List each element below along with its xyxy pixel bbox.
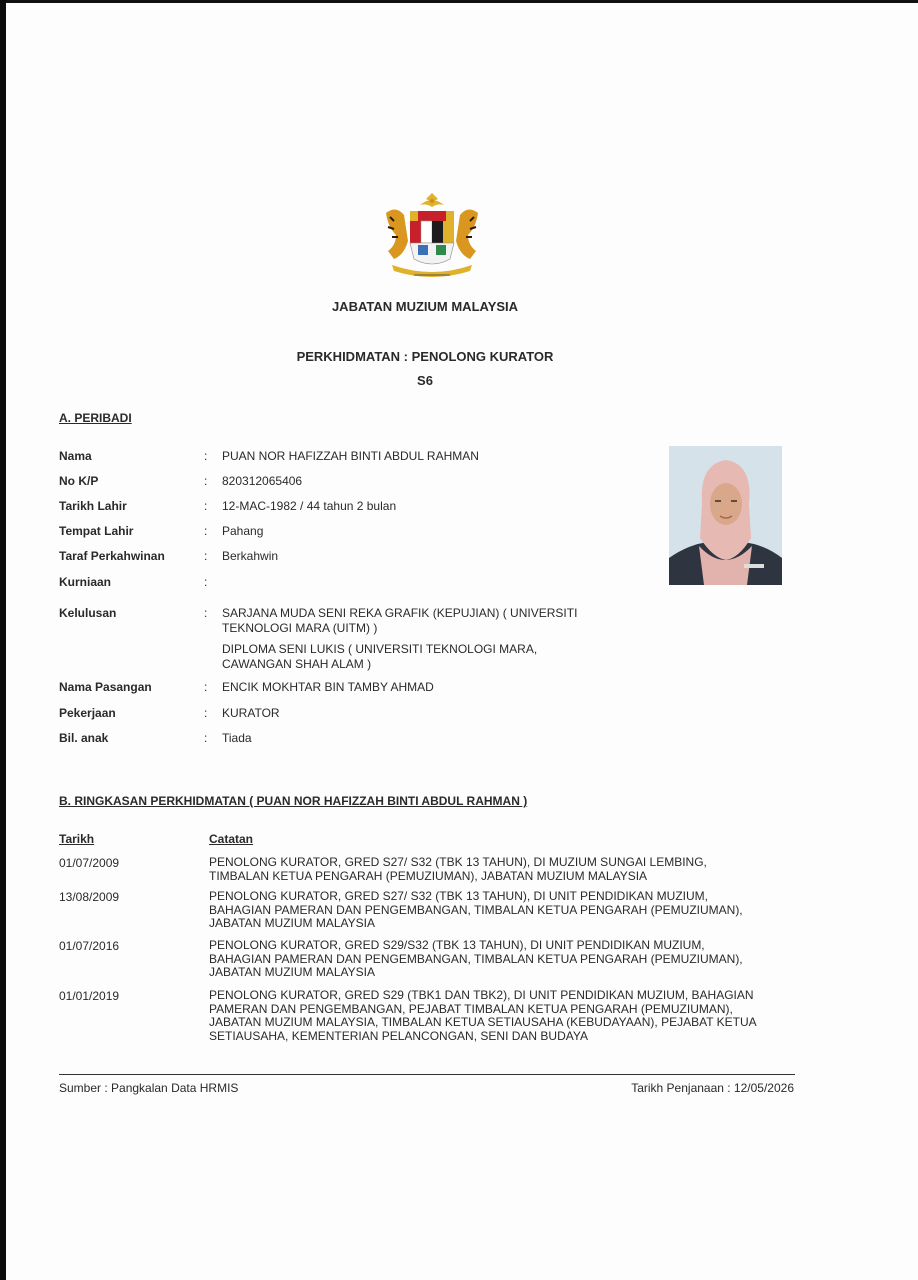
service-date: 13/08/2009 [59, 890, 120, 904]
field-label: Taraf Perkahwinan [59, 549, 165, 563]
field-value: 820312065406 [222, 474, 303, 488]
footer-source: Sumber : Pangkalan Data HRMIS [59, 1081, 239, 1095]
field-colon: : [204, 680, 208, 694]
field-label: Kurniaan [59, 575, 112, 589]
field-colon: : [204, 731, 208, 745]
field-colon: : [204, 549, 208, 563]
field-value: KURATOR [222, 706, 280, 720]
field-value: Pahang [222, 524, 264, 538]
service-date: 01/07/2009 [59, 856, 120, 870]
field-value: DIPLOMA SENI LUKIS ( UNIVERSITI TEKNOLOGI MARA, CAWANGAN SHAH ALAM ) [222, 642, 538, 671]
column-header-date: Tarikh [59, 832, 95, 846]
footer-generated-date: Tarikh Penjanaan : 12/05/2026 [631, 1081, 794, 1095]
service-note: PENOLONG KURATOR, GRED S27/ S32 (TBK 13 TAHUN), DI MUZIUM SUNGAI LEMBING, TIMBALAN KETUA PENGARAH (PEMUZIUMAN), JABATAN MUZIUM MALAYSIA [209, 855, 707, 883]
field-colon: : [204, 606, 208, 620]
field-label: Nama [59, 449, 92, 463]
field-colon: : [204, 706, 208, 720]
field-value: PUAN NOR HAFIZZAH BINTI ABDUL RAHMAN [222, 449, 479, 463]
service-note: PENOLONG KURATOR, GRED S29 (TBK1 DAN TBK2), DI UNIT PENDIDIKAN MUZIUM, BAHAGIAN PAMERAN DAN PENGEMBANGAN, PEJABAT TIMBALAN KETUA PENGARAH (PEMUZIUMAN), JABATAN MUZIUM MALAYSIA, TIMBALAN KETUA SETIAUSAHA (KEBUDAYAAN), PEJABAT KETUA SETIAUSAHA, KEMENTERIAN PELANCONGAN, SENI DAN BUDAYA [209, 988, 757, 1043]
field-label: Pekerjaan [59, 706, 116, 720]
profile-photo [669, 446, 782, 585]
service-title: PERKHIDMATAN : PENOLONG KURATOR [296, 349, 554, 364]
footer-divider [59, 1074, 795, 1075]
service-grade: S6 [417, 373, 433, 388]
column-header-note: Catatan [209, 832, 254, 846]
field-value: ENCIK MOKHTAR BIN TAMBY AHMAD [222, 680, 434, 694]
field-label: Tarikh Lahir [59, 499, 127, 513]
service-note: PENOLONG KURATOR, GRED S27/ S32 (TBK 13 TAHUN), DI UNIT PENDIDIKAN MUZIUM, BAHAGIAN PAMERAN DAN PENGEMBANGAN, TIMBALAN KETUA PENGARAH (PEMUZIUMAN), JABATAN MUZIUM MALAYSIA [209, 889, 743, 930]
service-date: 01/07/2016 [59, 939, 120, 953]
field-colon: : [204, 449, 208, 463]
field-label: No K/P [59, 474, 99, 488]
field-colon: : [204, 499, 208, 513]
service-date: 01/01/2019 [59, 989, 120, 1003]
section-a-title: A. PERIBADI [59, 411, 132, 425]
field-value: 12-MAC-1982 / 44 tahun 2 bulan [222, 499, 397, 513]
field-value: SARJANA MUDA SENI REKA GRAFIK (KEPUJIAN) ( UNIVERSITI TEKNOLOGI MARA (UITM) ) [222, 606, 578, 635]
section-b-title: B. RINGKASAN PERKHIDMATAN ( PUAN NOR HAFIZZAH BINTI ABDUL RAHMAN ) [59, 794, 528, 808]
field-label: Bil. anak [59, 731, 109, 745]
field-value: Tiada [222, 731, 252, 745]
organization-name: JABATAN MUZIUM MALAYSIA [331, 299, 519, 314]
field-label: Nama Pasangan [59, 680, 152, 694]
coat-of-arms-emblem [378, 193, 486, 285]
field-label: Tempat Lahir [59, 524, 134, 538]
service-note: PENOLONG KURATOR, GRED S29/S32 (TBK 13 TAHUN), DI UNIT PENDIDIKAN MUZIUM, BAHAGIAN PAMERAN DAN PENGEMBANGAN, TIMBALAN KETUA PENGARAH (PEMUZIUMAN), JABATAN MUZIUM MALAYSIA [209, 938, 743, 979]
field-label: Kelulusan [59, 606, 117, 620]
field-colon: : [204, 474, 208, 488]
field-value: Berkahwin [222, 549, 279, 563]
field-colon: : [204, 575, 208, 589]
field-colon: : [204, 524, 208, 538]
